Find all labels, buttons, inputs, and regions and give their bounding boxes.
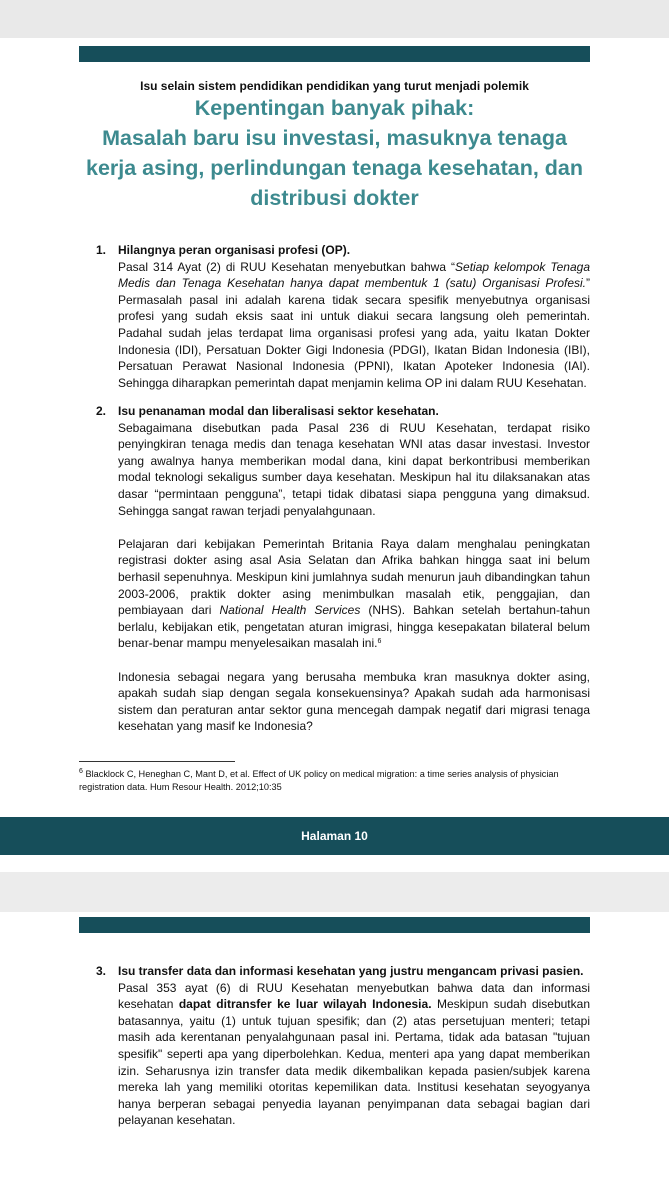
section-heading-text: Hilangnya peran organisasi profesi (OP). (118, 243, 351, 257)
section-paragraph: Indonesia sebagai negara yang berusaha membuka kran masuknya dokter asing, apakah sudah siap dengan segala konsekuensinya? Apakah sudah ada harmonisasi sistem dan peraturan antar sektor guna mencegah dampak negatif dari migrasi tenaga kesehatan yang masif ke Indonesia? (118, 669, 590, 734)
section-paragraph (118, 259, 590, 392)
footnote-reference[interactable]: 6 (377, 638, 382, 646)
footnote (79, 768, 590, 794)
title-line: distribusi dokter (250, 186, 419, 210)
footnote-divider (79, 761, 235, 762)
section-heading (96, 242, 590, 259)
title-line: Kepentingan banyak pihak: (194, 96, 475, 120)
quoted-article: Setiap kelompok Tenaga Medis dan Tenaga Kesehatan hanya dapat membentuk 1 (satu) Organisasi Profesi. (118, 259, 591, 291)
section-3 (96, 963, 590, 1129)
section-paragraph (118, 980, 590, 1129)
paragraph-text: ” Permasalah pasal ini adalah karena tidak secara spesifik menyebutnya organisasi profesi yang sudah eksis saat ini untuk diakui secara langsung oleh pemerintah. Padahal sudah jelas terdapat lima organisasi profesi yang ada, yaitu Ikatan Dokter Indonesia (IDI), Persatuan Dokter Gigi Indonesia (PDGI), Ikatan Bidan Indonesia (IBI), Persatuan Perawat Nasional Indonesia (PPNI), Ikatan Apoteker Indonesia (IAI). Sehingga diharapkan pemerintah dapat menjamin kelima OP ini dalam RUU Kesehatan. (118, 276, 590, 390)
title-line: kerja asing, perlindungan tenaga kesehatan, dan (85, 156, 584, 180)
section-heading (96, 963, 590, 980)
italic-term: National Health Services (219, 603, 361, 618)
paragraph-text: Meskipun sudah disebutkan batasannya, yaitu (1) untuk tujuan spesifik; dan (2) atas persetujuan menteri; tetapi masih ada kerentanan penyalahgunaan pasal ini. Pertama, tidak ada batasan "tujuan spesifik" seperti apa yang diperbolehkan. Kedua, menteri apa yang dapat memberikan izin. Seharusnya izin transfer data medik dikembalikan kepada pasien/subjek karena mereka lah yang memiliki otoritas kepemilikan data. Institusi kesehatan seyogyanya hanya berperan sebagai penyedia layanan penyimpanan data sebagai bagian dari pelayanan kesehatan. (118, 997, 590, 1128)
paragraph-text: Pasal 314 Ayat (2) di RUU Kesehatan menyebutkan bahwa “ (118, 259, 456, 274)
bold-phrase: dapat ditransfer ke luar wilayah Indonesia. (178, 997, 432, 1012)
section-1 (96, 242, 590, 391)
footnote-text: Blacklock C, Heneghan C, Mant D, et al. Effect of UK policy on medical migration: a time series analysis of physician registration data. Hum Resour Health. 2012;10:35 (79, 769, 559, 792)
section-number: 1. (96, 243, 107, 257)
viewer-top-margin (0, 0, 669, 38)
page-number-label: Halaman 10 (301, 829, 368, 843)
page-separator (0, 872, 669, 912)
section-number: 2. (96, 404, 107, 418)
section-number: 3. (96, 964, 107, 978)
page-header-bar (79, 46, 590, 62)
page-header-bar (79, 917, 590, 933)
section-heading-text: Isu transfer data dan informasi kesehatan yang justru mengancam privasi pasien. (118, 964, 584, 978)
footnote-marker: 6 (79, 768, 83, 775)
paragraph-text: Pasal 353 ayat (6) di RUU Kesehatan menyebutkan bahwa data dan informasi kesehatan (118, 980, 590, 1012)
section-paragraph: Sebagaimana disebutkan pada Pasal 236 di RUU Kesehatan, terdapat risiko penyingkiran tenaga medis dan tenaga kesehatan WNI atas dasar investasi. Investor yang awalnya hanya memberikan modal dana, kini dapat berkontribusi memberikan modal teknologi sekaligus sumber daya kesehatan. Meskipun hal itu dilaksanakan atas dasar “permintaan pengguna”, tetapi tidak dibatasi siapa pengguna yang dimaksud. Sehingga sangat rawan terjadi penyalahgunaan. (118, 420, 590, 518)
section-heading-text: Isu penanaman modal dan liberalisasi sektor kesehatan. (118, 404, 439, 418)
page-footer (0, 817, 669, 855)
paragraph-text: (NHS). Bahkan setelah bertahun-tahun berlalu, kebijakan etik, pengetatan aturan imigrasi, hingga kesepakatan bilateral belum benar-benar mampu menyelesaikan masalah ini. (118, 603, 591, 651)
title-line: Masalah baru isu investasi, masuknya tenaga (102, 126, 567, 150)
page-eyebrow: Isu selain sistem pendidikan pendidikan yang turut menjadi polemik (140, 79, 529, 93)
section-2 (96, 403, 590, 735)
section-heading (96, 403, 590, 420)
page-title (79, 93, 590, 213)
section-paragraph (118, 536, 590, 652)
paragraph-text: Pelajaran dari kebijakan Pemerintah Britania Raya dalam menghalau peningkatan registrasi dokter asing asal Asia Selatan dan Afrika bahkan hingga saat ini belum berhasil sepenuhnya. Meskipun kini jumlahnya sudah menurun jauh dibandingkan tahun 2003-2006, praktik dokter asing menimbulkan masalah etik, penggajian, dan pembiayaan dari (118, 536, 590, 618)
